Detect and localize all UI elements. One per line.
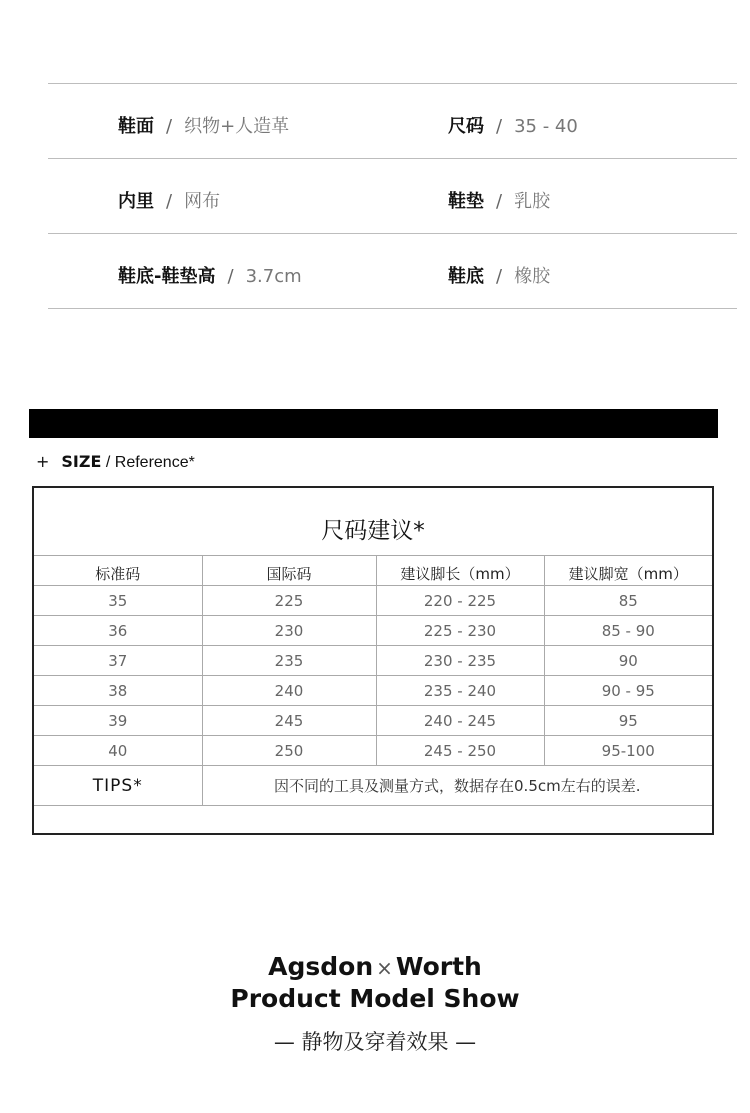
tips-text: 因不同的工具及测量方式，数据存在0.5cm左右的误差. xyxy=(202,766,712,806)
table-cell: 240 xyxy=(202,676,376,706)
times-icon: × xyxy=(376,956,393,980)
brand-subtitle: Product Model Show xyxy=(230,984,520,1013)
brand-caption: — 静物及穿着效果 — xyxy=(273,1030,477,1054)
spec-value: 橡胶 xyxy=(514,266,551,287)
spec-item xyxy=(448,112,578,138)
column-header: 标准码 xyxy=(34,556,202,586)
tips-row xyxy=(34,766,712,806)
size-chart xyxy=(32,486,714,835)
section-divider-bar xyxy=(29,409,718,438)
spec-label: 鞋垫 xyxy=(448,191,484,212)
table-header-row xyxy=(34,556,712,586)
spec-separator: / xyxy=(496,191,503,212)
table-cell: 90 xyxy=(544,646,712,676)
table-cell: 90 - 95 xyxy=(544,676,712,706)
spec-value: 35 - 40 xyxy=(514,116,578,137)
table-cell xyxy=(34,806,712,834)
table-cell: 230 xyxy=(202,616,376,646)
spec-separator: / xyxy=(166,191,173,212)
table-cell: 225 xyxy=(202,586,376,616)
spec-item xyxy=(448,262,550,288)
table-cell: 85 xyxy=(544,586,712,616)
table-cell: 230 - 235 xyxy=(376,646,544,676)
size-heading-label: SIZE xyxy=(61,452,102,471)
table-cell: 245 xyxy=(202,706,376,736)
spec-value: 网布 xyxy=(184,191,221,212)
spec-separator: / xyxy=(166,116,173,137)
spec-value: 织物+人造革 xyxy=(184,116,290,137)
plus-icon: + xyxy=(36,452,50,471)
table-cell: 235 - 240 xyxy=(376,676,544,706)
table-row xyxy=(34,676,712,706)
table-cell: 95-100 xyxy=(544,736,712,766)
column-header: 国际码 xyxy=(202,556,376,586)
spec-separator: / xyxy=(227,266,234,287)
table-row xyxy=(34,646,712,676)
table-row xyxy=(34,706,712,736)
brand-name-right: Worth xyxy=(395,952,482,981)
spec-item xyxy=(118,187,220,213)
spec-row xyxy=(48,83,737,158)
spec-separator: / xyxy=(496,116,503,137)
brand-name-left: Agsdon xyxy=(268,952,374,981)
table-cell: 220 - 225 xyxy=(376,586,544,616)
brand-title xyxy=(0,952,750,981)
size-section-heading xyxy=(36,452,195,472)
spec-value: 3.7cm xyxy=(245,266,302,287)
spec-row xyxy=(48,233,737,309)
table-row xyxy=(34,736,712,766)
spec-label: 尺码 xyxy=(448,116,484,137)
size-chart-title: 尺码建议* xyxy=(321,518,425,544)
size-heading-reference: Reference* xyxy=(114,454,195,471)
table-cell: 36 xyxy=(34,616,202,646)
table-cell: 37 xyxy=(34,646,202,676)
column-header: 建议脚长（mm） xyxy=(376,556,544,586)
spec-value: 乳胶 xyxy=(514,191,551,212)
table-row xyxy=(34,616,712,646)
table-empty-row xyxy=(34,806,712,834)
spec-section xyxy=(48,83,737,309)
table-cell: 225 - 230 xyxy=(376,616,544,646)
table-cell: 85 - 90 xyxy=(544,616,712,646)
table-cell: 39 xyxy=(34,706,202,736)
size-heading-slash: / xyxy=(101,454,115,471)
table-cell: 235 xyxy=(202,646,376,676)
table-cell: 250 xyxy=(202,736,376,766)
table-cell: 40 xyxy=(34,736,202,766)
tips-label: TIPS* xyxy=(34,766,202,806)
spec-separator: / xyxy=(496,266,503,287)
table-cell: 35 xyxy=(34,586,202,616)
table-cell: 95 xyxy=(544,706,712,736)
table-cell: 38 xyxy=(34,676,202,706)
spec-label: 鞋面 xyxy=(118,116,154,137)
column-header: 建议脚宽（mm） xyxy=(544,556,712,586)
table-cell: 240 - 245 xyxy=(376,706,544,736)
spec-label: 鞋底 xyxy=(448,266,484,287)
table-cell: 245 - 250 xyxy=(376,736,544,766)
spec-item xyxy=(448,187,550,213)
spec-row xyxy=(48,158,737,233)
size-table xyxy=(34,555,712,834)
table-row xyxy=(34,586,712,616)
spec-label: 鞋底-鞋垫高 xyxy=(118,266,216,287)
spec-item xyxy=(118,112,289,138)
spec-item xyxy=(118,262,302,288)
spec-label: 内里 xyxy=(118,191,154,212)
